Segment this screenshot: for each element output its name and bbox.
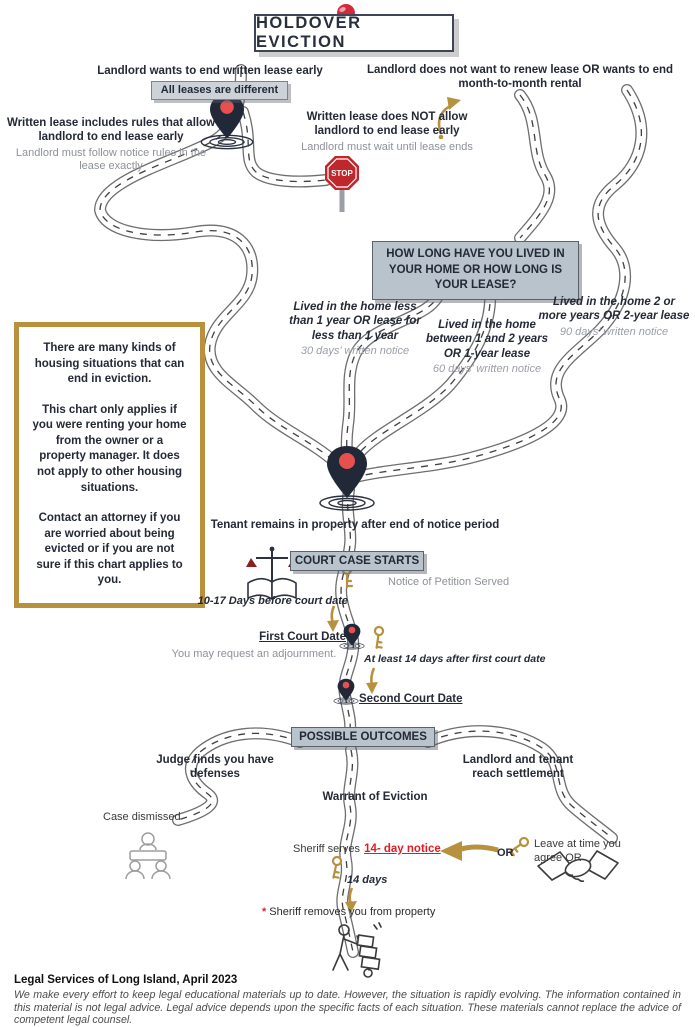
written-lease-not-note: Landlord must wait until lease ends <box>301 140 473 153</box>
footer-credit: Legal Services of Long Island, April 2023 <box>14 974 238 986</box>
stop-sign-label: STOP <box>331 169 353 178</box>
at-least-14-days-label: At least 14 days after first court date <box>364 653 546 665</box>
written-lease-not-block <box>252 110 522 154</box>
tenant-remains-label: Tenant remains in property after end of notice period <box>210 519 500 531</box>
asterisk: * <box>262 906 267 918</box>
sheriff-removes-line <box>262 906 435 918</box>
duration-option-30 <box>280 300 430 358</box>
first-court-date-label: First Court Date <box>259 631 346 643</box>
all-leases-different-label: All leases are different <box>151 81 288 100</box>
question-box: HOW LONG HAVE YOU LIVED IN YOUR HOME OR HOW LONG IS YOUR LEASE? <box>372 241 579 300</box>
judges-icon <box>126 833 170 879</box>
warning-box <box>14 322 205 608</box>
case-dismissed-label: Case dismissed <box>103 811 181 823</box>
duration-label: Lived in the home 2 or more years OR 2-year lease <box>538 296 690 323</box>
sheriff-removes-label: Sheriff removes you from property <box>269 906 436 918</box>
heading-not-renew: Landlord does not want to renew lease OR wants to end month-to-month rental <box>366 64 674 91</box>
duration-notice: 60 days’ written notice <box>432 363 542 376</box>
notice-petition-label: Notice of Petition Served <box>388 576 510 588</box>
second-court-date-label: Second Court Date <box>359 693 463 705</box>
settlement-label: Landlord and tenant reach settlement <box>462 754 574 781</box>
duration-notice: 90 days’ written notice <box>559 325 669 338</box>
duration-option-90 <box>538 295 690 339</box>
warning-paragraph-3: Contact an attorney if you are worried about being evicted or if you are not sure if this chart applies to you. <box>36 512 183 587</box>
duration-option-60 <box>423 318 551 376</box>
possible-outcomes-box: POSSIBLE OUTCOMES <box>291 727 435 747</box>
sheriff-serves-line <box>293 843 441 855</box>
fourteen-days-label: 14 days <box>347 874 388 886</box>
written-lease-includes-block <box>2 116 220 173</box>
warrant-label: Warrant of Eviction <box>322 791 428 803</box>
footer-disclaimer: We make every effort to keep legal educational materials up to date. However, the situation is rapidly evolving. The information contained in this material is not legal advice. Legal advice depends upon the specific facts of each situation. These materials cannot replace the advice of competent legal counsel. <box>14 989 681 1027</box>
leave-at-time-label: Leave at time you agree OR <box>534 838 621 865</box>
warning-paragraph-2: This chart only applies if you were renting your home from the owner or a property manager. It does not apply to other housing situations. <box>32 403 187 494</box>
written-lease-not-bold: Written lease does NOT allow landlord to end lease early <box>306 111 468 138</box>
written-lease-includes-bold: Written lease includes rules that allow landlord to end lease early <box>6 117 216 144</box>
stop-sign-icon <box>325 156 359 212</box>
duration-notice: 30 days’ written notice <box>300 345 410 358</box>
adjournment-note: You may request an adjournment. <box>171 648 337 660</box>
heading-end-lease-early: Landlord wants to end written lease early <box>97 65 323 77</box>
fourteen-day-notice-label: 14- day notice <box>364 843 441 855</box>
duration-label: Lived in the home between 1 and 2 years OR 1-year lease <box>425 319 549 360</box>
court-case-starts-box: COURT CASE STARTS <box>290 551 424 571</box>
warning-paragraph-1: There are many kinds of housing situations that can end in eviction. <box>34 342 185 386</box>
duration-label: Lived in the home less than 1 year OR lease for less than 1 year <box>289 301 421 342</box>
written-lease-includes-note: Landlord must follow notice rules in the lease exactly <box>15 146 207 172</box>
sheriff-serves-prefix: Sheriff serves <box>293 843 361 855</box>
or-label: OR <box>497 847 514 859</box>
defenses-label: Judge finds you have defenses <box>156 754 274 781</box>
page-title: HOLDOVER EVICTION <box>254 14 454 52</box>
days-before-label: 10-17 Days before court date <box>197 595 348 607</box>
